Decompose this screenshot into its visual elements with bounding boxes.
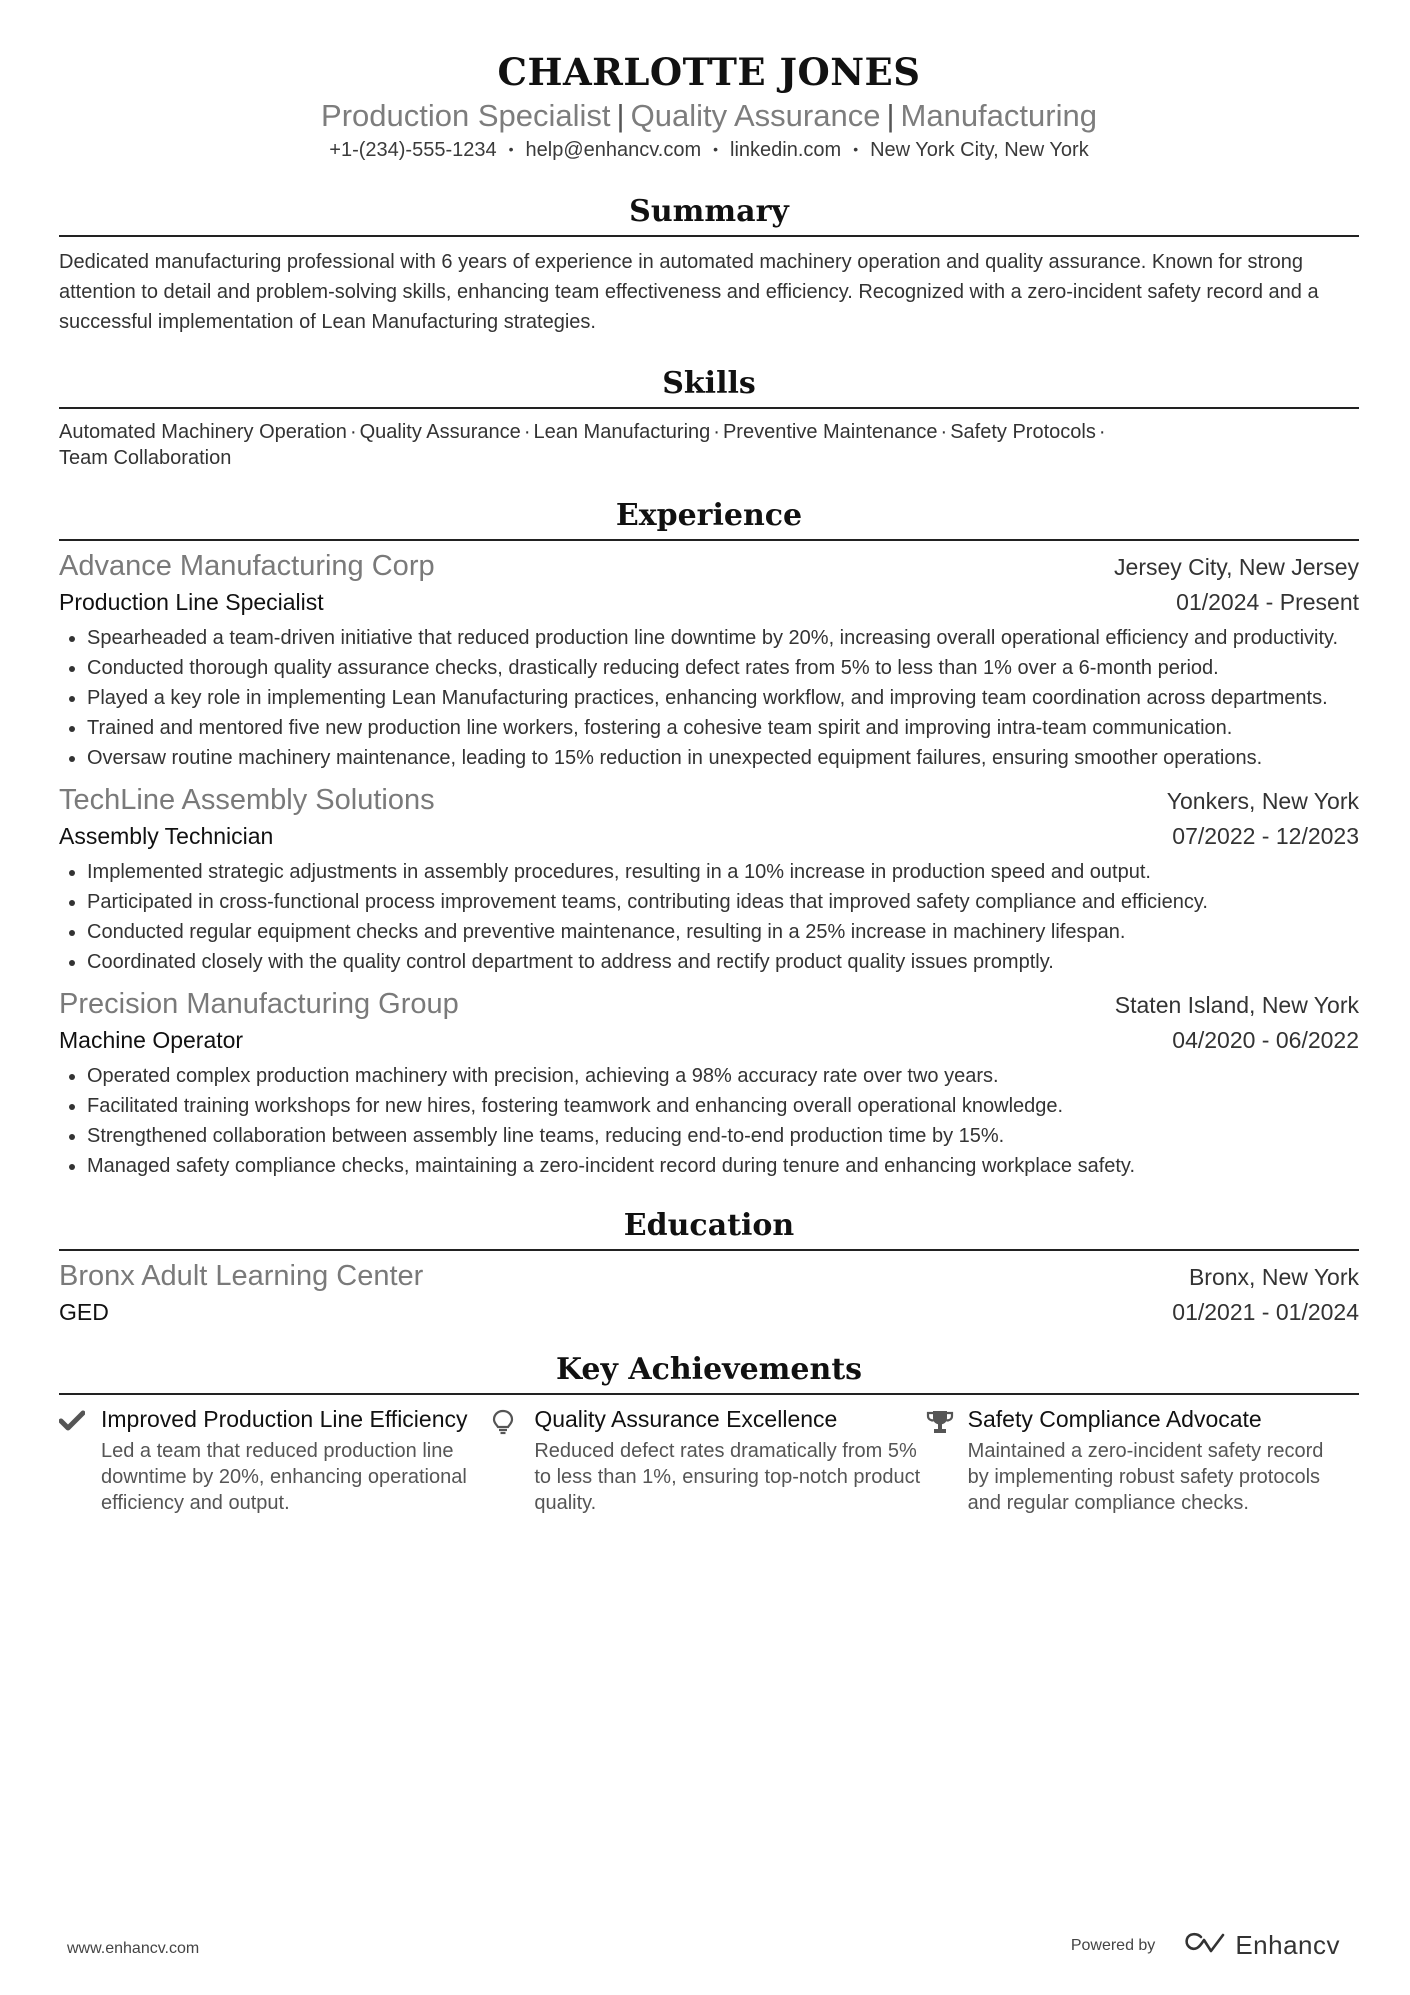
job-bullet: • Strengthened collaboration between assembly line teams, reducing end-to-end production time by 15%.	[87, 1121, 1359, 1151]
job-company: TechLine Assembly Solutions	[59, 784, 435, 816]
achievement-desc: Led a team that reduced production line downtime by 20%, enhancing operational efficiency and output.	[101, 1440, 467, 1514]
resume-page	[59, 0, 1359, 1516]
job-bullet: • Coordinated closely with the quality control department to address and rectify product quality issues promptly.	[87, 947, 1359, 977]
job-bullet: • Trained and mentored five new production line workers, fostering a cohesive team spirit and improving intra-team communication.	[87, 713, 1359, 743]
headline-separator: |	[616, 98, 625, 133]
skill-separator: ·	[940, 421, 948, 443]
job-bullet: • Implemented strategic adjustments in assembly procedures, resulting in a 10% increase in production speed and output.	[87, 857, 1359, 887]
contact-separator: •	[713, 141, 719, 157]
footer-branding	[1071, 1930, 1340, 1961]
education-school: Bronx Adult Learning Center	[59, 1260, 424, 1292]
skill-item: Automated Machinery Operation	[59, 421, 347, 443]
achievement-item	[492, 1405, 925, 1516]
education-entry	[59, 1257, 1359, 1329]
job-dates: 07/2022 - 12/2023	[1172, 823, 1359, 849]
job-location: Yonkers, New York	[1166, 788, 1359, 814]
education-section	[59, 1207, 1359, 1329]
job-entry	[59, 547, 1359, 773]
experience-section	[59, 497, 1359, 1181]
summary-section	[59, 193, 1359, 337]
section-heading-skills: Skills	[59, 365, 1359, 409]
achievement-item	[926, 1405, 1359, 1516]
job-role: Machine Operator	[59, 1027, 244, 1053]
footer-website-link[interactable]: www.enhancv.com	[67, 1940, 200, 1957]
job-dates: 04/2020 - 06/2022	[1172, 1027, 1359, 1053]
headline-title-3: Manufacturing	[900, 98, 1097, 133]
phone: +1-(234)-555-1234	[329, 139, 497, 161]
education-location: Bronx, New York	[1188, 1264, 1359, 1290]
job-dates: 01/2024 - Present	[1176, 589, 1359, 615]
achievement-title: Improved Production Line Efficiency	[101, 1406, 468, 1432]
skills-list	[59, 419, 1359, 471]
skill-separator: ·	[1098, 421, 1106, 443]
check-icon	[59, 1405, 101, 1516]
section-heading-education: Education	[59, 1207, 1359, 1251]
section-heading-achievements: Key Achievements	[59, 1351, 1359, 1395]
achievement-title: Quality Assurance Excellence	[534, 1406, 838, 1432]
achievement-desc: Reduced defect rates dramatically from 5% to less than 1%, ensuring top-notch product quality.	[534, 1440, 921, 1514]
headline-separator: |	[886, 98, 895, 133]
job-bullets	[59, 623, 1359, 773]
job-bullet: • Managed safety compliance checks, maintaining a zero-incident record during tenure and enhancing workplace safety.	[87, 1151, 1359, 1181]
section-heading-summary: Summary	[59, 193, 1359, 237]
skill-item: Lean Manufacturing	[533, 421, 711, 443]
job-bullets	[59, 1061, 1359, 1181]
skill-separator: ·	[349, 421, 357, 443]
skill-separator: ·	[713, 421, 720, 443]
job-location: Staten Island, New York	[1114, 992, 1359, 1018]
enhancv-logo-icon	[1183, 1931, 1227, 1960]
headline-title-2: Quality Assurance	[630, 98, 881, 133]
job-bullet: • Participated in cross-functional process improvement teams, contributing ideas that improved safety compliance and efficiency.	[87, 887, 1359, 917]
achievement-item	[59, 1405, 492, 1516]
skill-item: Preventive Maintenance	[722, 421, 938, 443]
achievement-title: Safety Compliance Advocate	[967, 1406, 1262, 1432]
job-bullet: • Oversaw routine machinery maintenance, leading to 15% reduction in unexpected equipment failures, ensuring smoother operations.	[87, 743, 1359, 773]
job-bullet: • Played a key role in implementing Lean Manufacturing practices, enhancing workflow, and improving team coordination across departments.	[87, 683, 1359, 713]
job-bullet: • Spearheaded a team-driven initiative that reduced production line downtime by 20%, increasing overall operational efficiency and productivity.	[87, 623, 1359, 653]
resume-header	[59, 0, 1359, 165]
achievement-desc: Maintained a zero-incident safety record by implementing robust safety protocols and regular compliance checks.	[967, 1440, 1324, 1514]
achievements-grid	[59, 1405, 1359, 1516]
job-entry	[59, 781, 1359, 977]
candidate-name: CHARLOTTE JONES	[497, 50, 921, 94]
enhancv-brand-name: Enhancv	[1235, 1930, 1340, 1960]
contact-separator: •	[853, 141, 859, 157]
job-location: Jersey City, New Jersey	[1114, 554, 1359, 580]
skill-separator: ·	[523, 421, 531, 443]
job-company: Advance Manufacturing Corp	[59, 550, 435, 582]
trophy-icon	[926, 1405, 968, 1516]
job-role: Production Line Specialist	[59, 589, 324, 615]
job-bullet: • Conducted regular equipment checks and preventive maintenance, resulting in a 25% increase in machinery lifespan.	[87, 917, 1359, 947]
education-degree: GED	[59, 1299, 109, 1325]
skills-section	[59, 365, 1359, 471]
email-link[interactable]: help@enhancv.com	[525, 139, 702, 161]
summary-text: Dedicated manufacturing professional with 6 years of experience in automated machinery operation and quality assurance. Known for strong attention to detail and problem-solving skills, enhancing team effectiveness and efficiency. Recognized with a zero-incident safety record and a successful implementation of Lean Manufacturing strategies.	[59, 251, 1319, 333]
job-bullet: • Operated complex production machinery with precision, achieving a 98% accuracy rate over two years.	[87, 1061, 1359, 1091]
job-bullet: • Conducted thorough quality assurance checks, drastically reducing defect rates from 5% to less than 1% over a 6-month period.	[87, 653, 1359, 683]
achievements-section	[59, 1351, 1359, 1516]
headline	[59, 96, 1359, 136]
location: New York City, New York	[870, 139, 1089, 161]
job-entry	[59, 985, 1359, 1181]
skill-item: Quality Assurance	[359, 421, 521, 443]
job-bullet: • Facilitated training workshops for new hires, fostering teamwork and enhancing overall operational knowledge.	[87, 1091, 1359, 1121]
section-heading-experience: Experience	[59, 497, 1359, 541]
job-bullets	[59, 857, 1359, 977]
job-company: Precision Manufacturing Group	[59, 988, 459, 1020]
lightbulb-icon	[492, 1405, 534, 1516]
contact-separator: •	[508, 141, 514, 157]
job-role: Assembly Technician	[59, 823, 274, 849]
skill-item: Team Collaboration	[59, 447, 232, 469]
powered-by-label: Powered by	[1070, 1936, 1156, 1954]
headline-title-1: Production Specialist	[321, 98, 611, 133]
education-dates: 01/2021 - 01/2024	[1172, 1299, 1359, 1325]
contact-line	[59, 136, 1359, 165]
skill-item: Safety Protocols	[950, 421, 1096, 443]
linkedin-link[interactable]: linkedin.com	[730, 139, 842, 161]
